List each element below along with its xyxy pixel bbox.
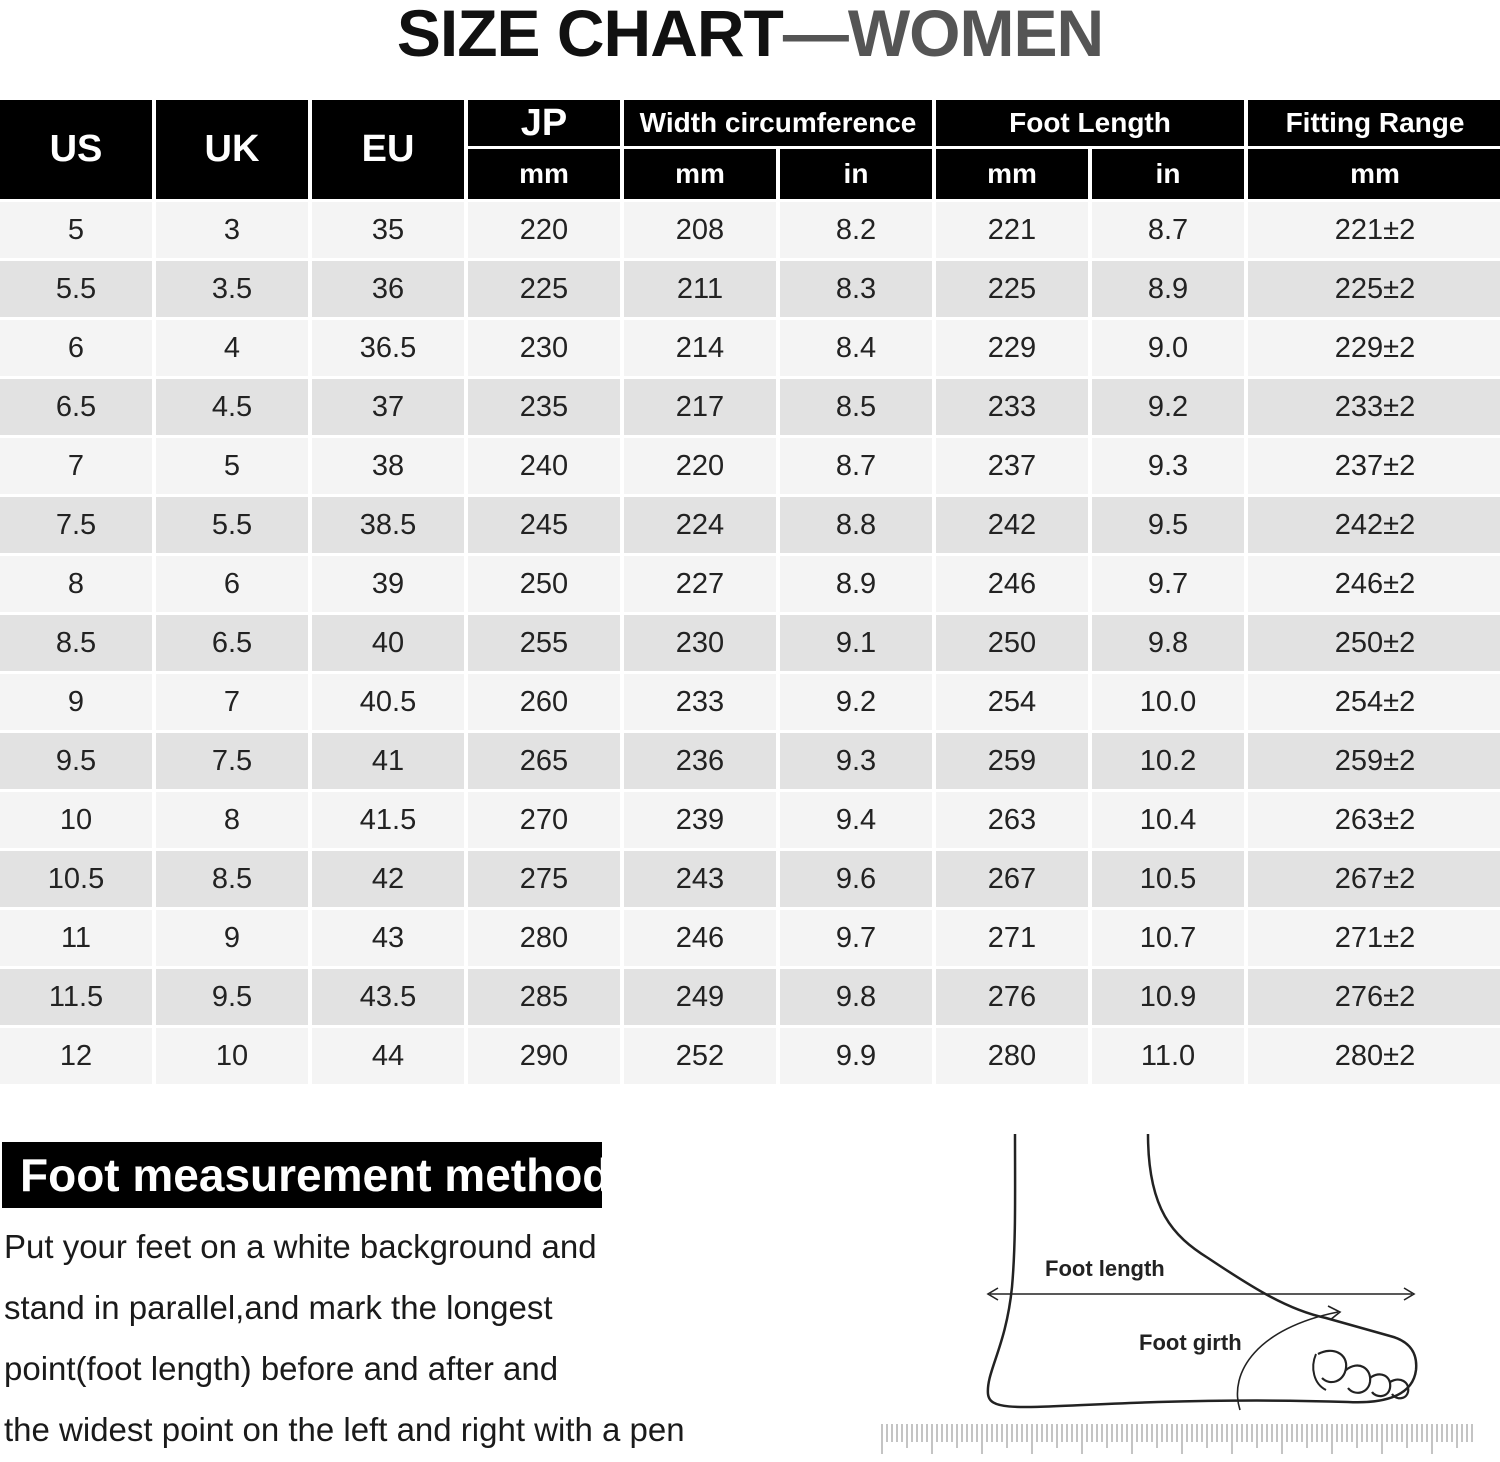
cell-uk: 8.5: [156, 851, 308, 907]
cell-eu: 37: [312, 379, 464, 435]
cell-width-mm: 243: [624, 851, 776, 907]
cell-width-in: 8.4: [780, 320, 932, 376]
header-us: US: [0, 100, 152, 199]
cell-width-in: 8.5: [780, 379, 932, 435]
cell-width-in: 9.4: [780, 792, 932, 848]
cell-eu: 40: [312, 615, 464, 671]
cell-us: 8.5: [0, 615, 152, 671]
cell-eu: 39: [312, 556, 464, 612]
cell-width-mm: 236: [624, 733, 776, 789]
cell-foot-length-in: 10.7: [1092, 910, 1244, 966]
cell-foot-length-in: 8.7: [1092, 202, 1244, 258]
cell-foot-length-mm: 229: [936, 320, 1088, 376]
cell-eu: 42: [312, 851, 464, 907]
cell-foot-length-in: 10.0: [1092, 674, 1244, 730]
cell-jp-mm: 235: [468, 379, 620, 435]
cell-foot-length-mm: 276: [936, 969, 1088, 1025]
subheader-width-mm: mm: [624, 149, 776, 199]
cell-eu: 38: [312, 438, 464, 494]
cell-fitting-range: 221±2: [1248, 202, 1500, 258]
cell-foot-length-in: 10.2: [1092, 733, 1244, 789]
cell-uk: 5: [156, 438, 308, 494]
cell-fitting-range: 225±2: [1248, 261, 1500, 317]
cell-fitting-range: 271±2: [1248, 910, 1500, 966]
cell-foot-length-in: 8.9: [1092, 261, 1244, 317]
cell-eu: 40.5: [312, 674, 464, 730]
cell-width-in: 9.2: [780, 674, 932, 730]
cell-width-mm: 208: [624, 202, 776, 258]
cell-width-in: 8.8: [780, 497, 932, 553]
subheader-foot-in: in: [1092, 149, 1244, 199]
cell-fitting-range: 250±2: [1248, 615, 1500, 671]
cell-foot-length-mm: 246: [936, 556, 1088, 612]
cell-foot-length-mm: 254: [936, 674, 1088, 730]
cell-us: 5: [0, 202, 152, 258]
cell-width-mm: 239: [624, 792, 776, 848]
header-eu: EU: [312, 100, 464, 199]
subheader-fitting-mm: mm: [1248, 149, 1500, 199]
cell-foot-length-mm: 267: [936, 851, 1088, 907]
cell-width-in: 9.9: [780, 1028, 932, 1084]
cell-foot-length-mm: 225: [936, 261, 1088, 317]
cell-eu: 44: [312, 1028, 464, 1084]
foot-outline-icon: [878, 1132, 1478, 1462]
cell-uk: 9.5: [156, 969, 308, 1025]
cell-us: 10: [0, 792, 152, 848]
cell-fitting-range: 237±2: [1248, 438, 1500, 494]
cell-width-in: 8.2: [780, 202, 932, 258]
cell-jp-mm: 290: [468, 1028, 620, 1084]
cell-us: 10.5: [0, 851, 152, 907]
cell-foot-length-in: 10.5: [1092, 851, 1244, 907]
cell-foot-length-in: 9.5: [1092, 497, 1244, 553]
cell-uk: 10: [156, 1028, 308, 1084]
cell-us: 6.5: [0, 379, 152, 435]
cell-jp-mm: 280: [468, 910, 620, 966]
cell-width-mm: 227: [624, 556, 776, 612]
cell-uk: 5.5: [156, 497, 308, 553]
cell-foot-length-mm: 259: [936, 733, 1088, 789]
size-chart-table: [0, 100, 1500, 1084]
cell-uk: 9: [156, 910, 308, 966]
cell-jp-mm: 230: [468, 320, 620, 376]
cell-uk: 4.5: [156, 379, 308, 435]
cell-width-in: 8.3: [780, 261, 932, 317]
cell-jp-mm: 270: [468, 792, 620, 848]
foot-length-label: Foot length: [1045, 1256, 1165, 1281]
cell-width-in: 8.9: [780, 556, 932, 612]
cell-width-in: 9.8: [780, 969, 932, 1025]
cell-us: 7: [0, 438, 152, 494]
cell-foot-length-in: 11.0: [1092, 1028, 1244, 1084]
cell-uk: 7: [156, 674, 308, 730]
cell-jp-mm: 225: [468, 261, 620, 317]
instruction-line: the widest point on the left and right with a pen: [4, 1411, 685, 1448]
cell-uk: 6: [156, 556, 308, 612]
subheader-width-in: in: [780, 149, 932, 199]
measurement-method-heading: Foot measurement method: [2, 1142, 602, 1208]
cell-us: 9: [0, 674, 152, 730]
cell-eu: 38.5: [312, 497, 464, 553]
cell-jp-mm: 255: [468, 615, 620, 671]
header-fitting-range: Fitting Range: [1248, 100, 1500, 146]
instruction-line: Put your feet on a white background and: [4, 1228, 597, 1265]
cell-fitting-range: 259±2: [1248, 733, 1500, 789]
cell-foot-length-mm: 271: [936, 910, 1088, 966]
cell-width-mm: 252: [624, 1028, 776, 1084]
cell-width-mm: 230: [624, 615, 776, 671]
cell-jp-mm: 220: [468, 202, 620, 258]
cell-foot-length-mm: 233: [936, 379, 1088, 435]
cell-width-mm: 233: [624, 674, 776, 730]
cell-width-mm: 246: [624, 910, 776, 966]
cell-width-in: 9.3: [780, 733, 932, 789]
cell-fitting-range: 267±2: [1248, 851, 1500, 907]
cell-eu: 41: [312, 733, 464, 789]
cell-us: 8: [0, 556, 152, 612]
cell-foot-length-mm: 237: [936, 438, 1088, 494]
instruction-line: point(foot length) before and after and: [4, 1350, 559, 1387]
cell-fitting-range: 246±2: [1248, 556, 1500, 612]
page-title: [0, 0, 1500, 70]
cell-us: 12: [0, 1028, 152, 1084]
cell-jp-mm: 240: [468, 438, 620, 494]
measurement-instructions: [4, 1216, 784, 1460]
cell-fitting-range: 242±2: [1248, 497, 1500, 553]
foot-measurement-diagram: [878, 1132, 1478, 1462]
cell-eu: 41.5: [312, 792, 464, 848]
cell-jp-mm: 245: [468, 497, 620, 553]
cell-jp-mm: 250: [468, 556, 620, 612]
cell-foot-length-in: 9.3: [1092, 438, 1244, 494]
cell-us: 5.5: [0, 261, 152, 317]
cell-foot-length-in: 10.4: [1092, 792, 1244, 848]
subheader-jp-mm: mm: [468, 149, 620, 199]
cell-fitting-range: 229±2: [1248, 320, 1500, 376]
cell-uk: 8: [156, 792, 308, 848]
cell-us: 7.5: [0, 497, 152, 553]
cell-jp-mm: 265: [468, 733, 620, 789]
cell-width-mm: 220: [624, 438, 776, 494]
cell-fitting-range: 233±2: [1248, 379, 1500, 435]
cell-eu: 36.5: [312, 320, 464, 376]
cell-eu: 43.5: [312, 969, 464, 1025]
cell-width-mm: 224: [624, 497, 776, 553]
cell-foot-length-in: 9.8: [1092, 615, 1244, 671]
cell-uk: 7.5: [156, 733, 308, 789]
cell-foot-length-mm: 280: [936, 1028, 1088, 1084]
cell-width-in: 8.7: [780, 438, 932, 494]
cell-fitting-range: 254±2: [1248, 674, 1500, 730]
cell-us: 9.5: [0, 733, 152, 789]
cell-width-in: 9.7: [780, 910, 932, 966]
cell-width-mm: 217: [624, 379, 776, 435]
cell-foot-length-mm: 263: [936, 792, 1088, 848]
cell-uk: 4: [156, 320, 308, 376]
cell-eu: 35: [312, 202, 464, 258]
cell-width-in: 9.1: [780, 615, 932, 671]
cell-eu: 43: [312, 910, 464, 966]
cell-jp-mm: 260: [468, 674, 620, 730]
cell-foot-length-mm: 221: [936, 202, 1088, 258]
cell-foot-length-mm: 242: [936, 497, 1088, 553]
subheader-foot-mm: mm: [936, 149, 1088, 199]
cell-jp-mm: 285: [468, 969, 620, 1025]
cell-width-in: 9.6: [780, 851, 932, 907]
cell-foot-length-in: 10.9: [1092, 969, 1244, 1025]
cell-us: 11.5: [0, 969, 152, 1025]
cell-foot-length-mm: 250: [936, 615, 1088, 671]
cell-uk: 3: [156, 202, 308, 258]
cell-us: 6: [0, 320, 152, 376]
cell-jp-mm: 275: [468, 851, 620, 907]
title-separator: —: [782, 0, 848, 70]
cell-foot-length-in: 9.2: [1092, 379, 1244, 435]
title-sub: WOMEN: [847, 0, 1104, 70]
header-jp: JP: [468, 100, 620, 146]
ruler-icon: [878, 1422, 1478, 1462]
cell-uk: 6.5: [156, 615, 308, 671]
foot-girth-label: Foot girth: [1139, 1330, 1242, 1355]
header-uk: UK: [156, 100, 308, 199]
title-main: SIZE CHART: [396, 0, 783, 70]
instruction-line: stand in parallel,and mark the longest: [4, 1289, 553, 1326]
cell-eu: 36: [312, 261, 464, 317]
cell-uk: 3.5: [156, 261, 308, 317]
cell-fitting-range: 276±2: [1248, 969, 1500, 1025]
cell-fitting-range: 280±2: [1248, 1028, 1500, 1084]
cell-us: 11: [0, 910, 152, 966]
cell-foot-length-in: 9.0: [1092, 320, 1244, 376]
cell-width-mm: 211: [624, 261, 776, 317]
cell-width-mm: 249: [624, 969, 776, 1025]
cell-fitting-range: 263±2: [1248, 792, 1500, 848]
cell-width-mm: 214: [624, 320, 776, 376]
header-foot-length: Foot Length: [936, 100, 1244, 146]
cell-foot-length-in: 9.7: [1092, 556, 1244, 612]
header-width-circumference: Width circumference: [624, 100, 932, 146]
